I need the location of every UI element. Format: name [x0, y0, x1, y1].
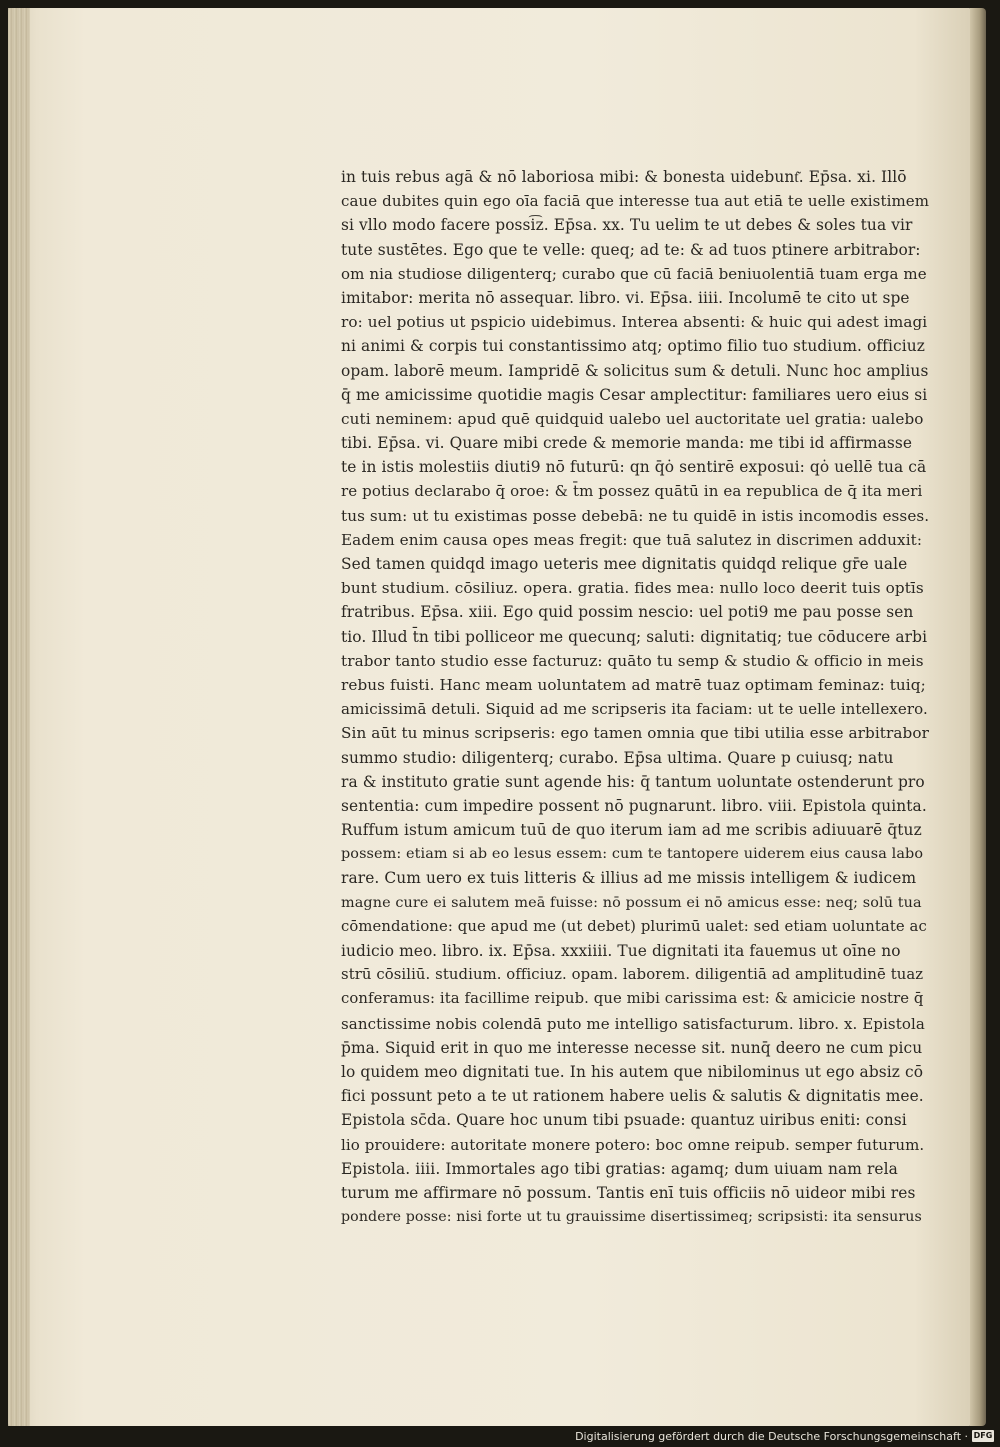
text-line: rebus fuisti. Hanc meam uoluntatem ad matrē tuaz optimam feminaz: tuiq;: [341, 675, 926, 694]
text-line: om nia studiose diligenterq; curabo que cū faciā beniuolentiā tuam erga me: [341, 264, 927, 283]
text-line: imitabor: merita nō assequar. libro. vi. Ep̄sa. iiii. Incolumē te cito ut spe: [341, 288, 910, 307]
text-line: cuti neminem: apud quē quidquid ualebo uel auctoritate uel gratia: ualebo: [341, 409, 924, 428]
text-line: fratribus. Ep̄sa. xiii. Ego quid possim nescio: uel poti9 me pau posse sen: [341, 603, 914, 622]
text-line: si vllo modo facere possi͡z. Ep̄sa. xx. Tu uelim te ut debes & soles tua vir: [341, 216, 913, 235]
text-line: lio prouidere: autoritate monere potero: boc omne reipub. semper futurum.: [341, 1135, 925, 1154]
text-line: pondere posse: nisi forte ut tu grauissime disertissimeq; scripsisti: ita sensurus: [341, 1209, 922, 1226]
incunable-text-block: [341, 165, 929, 1229]
text-line: conferamus: ita facillime reipub. que mibi carissima est: & amicicie nostre q̄: [341, 990, 924, 1008]
text-line: p̄ma. Siquid erit in quo me interesse necesse sit. nunq̄ deero ne cum picu: [341, 1038, 923, 1057]
text-line: Epistola. iiii. Immortales ago tibi gratias: agamq; dum uiuam nam rela: [341, 1159, 898, 1178]
text-line: magne cure ei salutem meā fuisse: nō possum ei nō amicus esse: neq; solū tua: [341, 894, 922, 911]
text-line: ra & instituto gratie sunt agende his: q̄ tantum uoluntate ostenderunt pro: [341, 772, 925, 791]
text-line: Ruffum istum amicum tuū de quo iterum iam ad me scribis adiuuarē q̄tuz: [341, 821, 922, 840]
text-line: trabor tanto studio esse facturuz: quāto tu semp & studio & officio in meis: [341, 651, 924, 670]
text-line: tute sustētes. Ego que te velle: queq; ad te: & ad tuos ptinere arbitrabor:: [341, 240, 921, 259]
text-line: tibi. Ep̄sa. vi. Quare mibi crede & memorie manda: me tibi id affirmasse: [341, 434, 913, 453]
text-line: rare. Cum uero ex tuis litteris & illius ad me missis intelligem & iudicem: [341, 869, 917, 888]
text-line: strū cōsiliū. studium. officiuz. opam. laborem. diligentiā ad amplitudinē tuaz: [341, 966, 924, 984]
text-line: summo studio: diligenterq; curabo. Ep̄sa ultima. Quare p cuiusq; natu: [341, 748, 894, 767]
text-line: cōmendatione: que apud me (ut debet) plurimū ualet: sed etiam uoluntate ac: [341, 917, 927, 935]
book-page: [8, 8, 972, 1426]
text-line: sanctissime nobis colendā puto me intelligo satisfacturum. libro. x. Epistola: [341, 1014, 925, 1033]
text-line: amicissimā detuli. Siquid ad me scripseris ita faciam: ut te uelle intellexero.: [341, 700, 928, 719]
digitization-footer: [575, 1427, 994, 1445]
text-line: ni animi & corpis tui constantissimo atq; optimo filio tuo studium. officiuz: [341, 337, 925, 356]
text-line: caue dubites quin ego oīa faciā que interesse tua aut etiā te uelle existimem: [341, 192, 929, 211]
text-line: tio. Illud t̄n tibi polliceor me quecunq; saluti: dignitatiq; tue cōducere arbi: [341, 627, 928, 646]
text-line: lo quidem meo dignitati tue. In his autem que nibilominus ut ego absiz cō: [341, 1062, 924, 1081]
text-line: turum me affirmare nō possum. Tantis enī tuis officiis nō uideor mibi res: [341, 1183, 916, 1202]
text-line: in tuis rebus agā & nō laboriosa mibi: & bonesta uidebunt͂. Ep̄sa. xi. Illō: [341, 168, 907, 186]
text-line: Epistola sc̄da. Quare hoc unum tibi psuade: quantuz uiribus eniti: consi: [341, 1111, 907, 1130]
dfg-logo-icon: DFG: [973, 1431, 993, 1440]
page-binding-edge: [970, 8, 986, 1426]
text-line: opam. laborē meum. Iampridē & solicitus sum & detuli. Nunc hoc amplius: [341, 361, 929, 380]
text-line: Sin aūt tu minus scripseris: ego tamen omnia que tibi utilia esse arbitrabor: [341, 724, 929, 743]
text-line: Sed tamen quidqd imago ueteris mee dignitatis quidqd relique gr̄e uale: [341, 555, 908, 573]
text-line: possem: etiam si ab eo lesus essem: cum te tantopere uiderem eius causa labo: [341, 846, 924, 863]
text-line: fici possunt peto a te ut rationem habere uelis & salutis & dignitatis mee.: [341, 1087, 924, 1106]
text-line: te in istis molestiis diuti9 nō futurū: qn q̄ȯ sentirē exposui: qȯ uellē tua cā: [341, 458, 927, 477]
text-line: bunt studium. cōsiliuz. opera. gratia. fides mea: nullo loco deerit tuis optīs: [341, 579, 924, 598]
text-line: sententia: cum impedire possent nō pugnarunt. libro. viii. Epistola quinta.: [341, 796, 927, 815]
text-line: ro: uel potius ut pspicio uidebimus. Interea absenti: & huic qui adest imagi: [341, 313, 928, 332]
text-line: Eadem enim causa opes meas fregit: que tuā salutez in discrimen adduxit:: [341, 530, 923, 549]
text-line: q̄ me amicissime quotidie magis Cesar amplectitur: familiares uero eius si: [341, 385, 928, 404]
text-line: iudicio meo. libro. ix. Ep̄sa. xxxiiii. Tue dignitati ita fauemus ut oīne no: [341, 942, 901, 960]
text-line: re potius declarabo q̄ oroe: & t̄m possez quātū in ea republica de q̄ ita meri: [341, 482, 923, 501]
funding-credit: Digitalisierung gefördert durch die Deutsche Forschungsgemeinschaft ·: [575, 1429, 968, 1443]
page-stack-edge: [8, 8, 30, 1426]
text-line: tus sum: ut tu existimas posse debebā: ne tu quidē in istis incomodis esses.: [341, 506, 929, 525]
